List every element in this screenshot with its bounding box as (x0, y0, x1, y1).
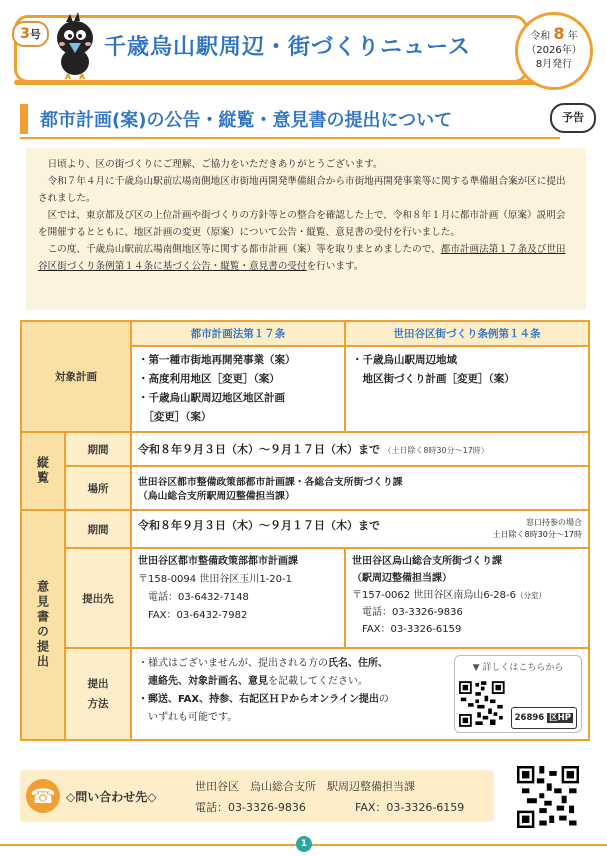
col-header-city-planning-act: 都市計画法第１７条 (131, 321, 345, 346)
inspection-place (131, 466, 589, 510)
issue-number: 3 (20, 26, 30, 42)
phone-icon: ☎ (26, 779, 60, 813)
issue-badge (12, 21, 49, 47)
procedure-table (20, 320, 590, 741)
submit-to-col1 (131, 548, 345, 648)
intro-paragraph-4 (38, 241, 574, 275)
section-title: 都市計画(案)の公告・縦覧・意見書の提出について (40, 110, 453, 131)
submit1-name: 世田谷区都市整備政策部都市計画課 (138, 556, 298, 567)
place-line-2: （烏山総合支所駅周辺整備担当課） (138, 491, 295, 502)
intro-paragraph-1: 日頃より、区の街づくりにご理解、ご協力をいただきありがとうございます。 (47, 159, 383, 170)
page-number: 1 (296, 836, 312, 852)
submit-to-label: 提出先 (65, 548, 131, 648)
submit2-address-note: （分室） (516, 591, 546, 600)
opinion-period (131, 510, 589, 548)
hp-label: 区HP (549, 713, 571, 723)
col-header-ordinance: 世田谷区街づくり条例第１４条 (345, 321, 589, 346)
contact-org: 世田谷区 烏山総合支所 駅周辺整備担当課 (195, 780, 415, 793)
submit2-name: 世田谷区烏山総合支所街づくり課 (352, 556, 502, 567)
contact-fax: FAX：03-3326-6159 (355, 801, 465, 814)
submit1-address: 〒158-0094 世田谷区玉川1-20-1 (138, 574, 292, 585)
target-col1-item: ・千歳烏山駅周辺地区地区計画 (138, 392, 285, 404)
target-col2-item: ・千歳烏山駅周辺地域 (352, 354, 457, 366)
issue-suffix: 号 (29, 28, 41, 41)
hp-search-badge (511, 707, 577, 729)
contact-qr-code-icon[interactable] (517, 766, 579, 828)
qr-code-icon[interactable] (459, 679, 505, 729)
section-underline (20, 137, 560, 139)
submit1-tel: 電話：03-6432-7148 (138, 592, 249, 603)
inspection-period-note: （土日除く8時30分～17時） (383, 446, 489, 455)
submit-method: ▼ 詳しくはこちらから 26896 区HP ・様式はございませんが、提出される方の氏名、住所、 連絡先、対象計画名、意見を記載してください。 ・郵送、FAX、持参、右記区ＨＰからオンライン提出の いずれも可能です。 (131, 648, 589, 740)
date-year: 8 (553, 24, 565, 43)
submit2-tel: 電話：03-3326-9836 (352, 607, 463, 618)
submit-to-col2 (345, 548, 589, 648)
submit2-fax: FAX：03-3326-6159 (352, 624, 462, 635)
target-col1-item: ［変更］（案） (138, 411, 212, 423)
submit2-address: 〒157-0062 世田谷区南烏山6-28-6 (352, 590, 516, 601)
target-plan-label: 対象計画 (21, 321, 131, 432)
submit1-fax: FAX：03-6432-7982 (138, 610, 248, 621)
date-era: 令和 (530, 31, 551, 42)
intro-p4-emphasis: 都市計画法第１７条及び世田谷区街づくり条例第１４条に基づく公告・縦覧・意見書の受付 (38, 244, 566, 272)
method-online: オンライン提出 (309, 694, 379, 705)
publication-date (515, 12, 593, 90)
contact-label: ◇問い合わせ先◇ (66, 790, 157, 804)
date-western: （2026年） (526, 45, 582, 56)
intro-paragraph-3: 区では、東京都及び区の上位計画や街づくりの方針等との整合を確認した上で、令和８年１月に都市計画（原案）説明会を開催するとともに、地区計画の変更（原案）について公告・縦覧、意見書の受付を行いました。 (38, 210, 566, 238)
inspection-place-label: 場所 (65, 466, 131, 510)
opinion-period-label: 期間 (65, 510, 131, 548)
section-accent-bar (20, 104, 28, 134)
method-required-fields: 氏名、住所、 (328, 658, 388, 669)
opinion-period-note: 窓口持参の場合 土日除く8時30分～17時 (492, 518, 582, 539)
inspection-period (131, 432, 589, 466)
header-underline (14, 80, 559, 85)
notice-badge: 予告 (550, 103, 596, 133)
submit-method-label: 提出方法 (65, 648, 131, 740)
target-col2-item: 地区街づくり計画［変更］（案） (352, 373, 515, 385)
target-col1-item: ・高度利用地区［変更］（案） (138, 373, 280, 385)
submit2-sub: （駅周辺整備担当課） (352, 573, 452, 584)
date-nen: 年 (567, 31, 578, 42)
intro-paragraph-2: 令和７年４月に千歳烏山駅前広場南側地区市街地再開発準備組合から市街地再開発事業等に関する準備組合案が区に提出されました。 (38, 176, 566, 204)
target-plan-col1 (131, 346, 345, 432)
intro-p4-a: この度、千歳烏山駅前広場南側地区等に関する都市計画（案）等を取りまとめましたので、 (47, 244, 441, 255)
target-col1-item: ・第一種市街地再開発事業（案） (138, 354, 296, 366)
method-required-fields-2: 連絡先、対象計画名、意見 (148, 676, 268, 687)
qr-panel (454, 655, 582, 733)
inspection-label: 縦覧 (21, 432, 65, 510)
target-plan-col2 (345, 346, 589, 432)
hp-code: 26896 (514, 713, 545, 723)
opinion-period-text: 令和８年９月３日（木）～９月１７日（木）まで (138, 519, 380, 532)
intro-p4-c: を行います。 (306, 261, 364, 272)
intro-text (26, 148, 586, 310)
date-published: 8月発行 (535, 59, 573, 70)
newsletter-title: 千歳烏山駅周辺・街づくりニュース (104, 35, 471, 60)
qr-caption: ▼ 詳しくはこちらから (472, 663, 564, 673)
inspection-period-text: 令和８年９月３日（木）～９月１７日（木）まで (138, 443, 380, 456)
opinion-label: 意見書の提出 (21, 510, 65, 740)
inspection-period-label: 期間 (65, 432, 131, 466)
crow-mascot-icon (52, 12, 98, 80)
place-line-1: 世田谷区都市整備政策部都市計画課・各総合支所街づくり課 (138, 477, 403, 488)
contact-tel: 電話：03-3326-9836 (195, 801, 306, 814)
